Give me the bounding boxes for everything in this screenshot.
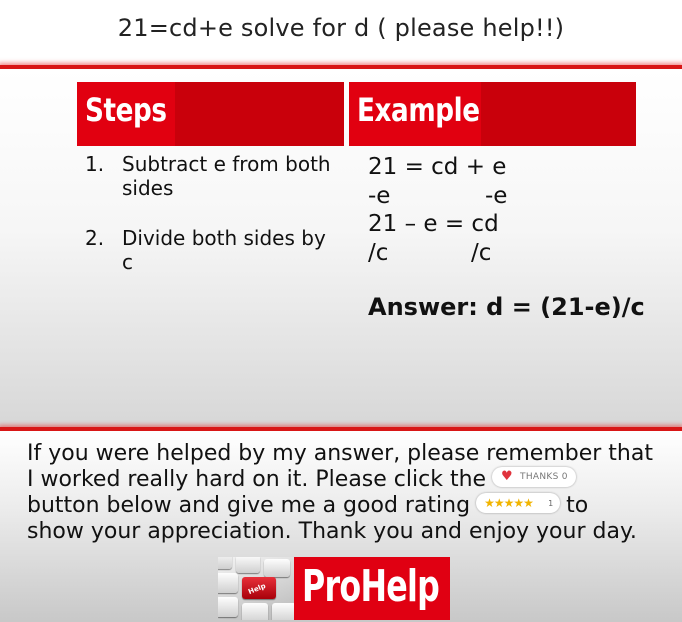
step-text: Divide both sides by c: [122, 226, 326, 274]
thanks-button[interactable]: [492, 467, 576, 487]
rating-count: 1: [548, 499, 554, 508]
help-line: button below and give me a good rating ★★★★★ 1 to: [27, 493, 589, 518]
example-divide-right: /c: [471, 240, 492, 266]
example-header-label: Example: [357, 91, 480, 129]
answer-text: Answer: d = (21-e)/c: [368, 293, 645, 321]
help-line: If you were helped by my answer, please remember that: [27, 441, 653, 466]
step-number: 2.: [85, 226, 105, 250]
example-header: [349, 82, 636, 146]
example-equation: 21 = cd + e: [368, 154, 507, 180]
question-title: 21=cd+e solve for d ( please help!!): [117, 14, 565, 42]
example-divide-left: /c: [368, 240, 389, 266]
step-number: 1.: [85, 152, 105, 176]
steps-header-label: Steps: [85, 91, 167, 129]
help-line: show your appreciation. Thank you and enjoy your day.: [27, 519, 637, 544]
keyboard-logo-image: [218, 557, 294, 620]
step-text: Subtract e from both sides: [122, 152, 331, 200]
thanks-label: THANKS 0: [520, 472, 568, 482]
star-rating-icon: ★★★★★: [484, 496, 533, 510]
heart-icon: ♥: [501, 469, 513, 484]
example-result: 21 – e = cd: [368, 211, 499, 237]
help-key-label: Help: [247, 581, 267, 597]
help-line: I worked really hard on it. Please click the ♥ THANKS 0: [27, 467, 582, 493]
prohelp-logo: [294, 557, 450, 620]
rating-badge[interactable]: [476, 493, 560, 513]
steps-header: [77, 82, 344, 146]
prohelp-logo-text: ProHelp: [302, 561, 440, 612]
example-subtract-right: -e: [485, 183, 508, 209]
example-subtract-left: -e: [368, 183, 391, 209]
title-bar: [0, 0, 682, 64]
